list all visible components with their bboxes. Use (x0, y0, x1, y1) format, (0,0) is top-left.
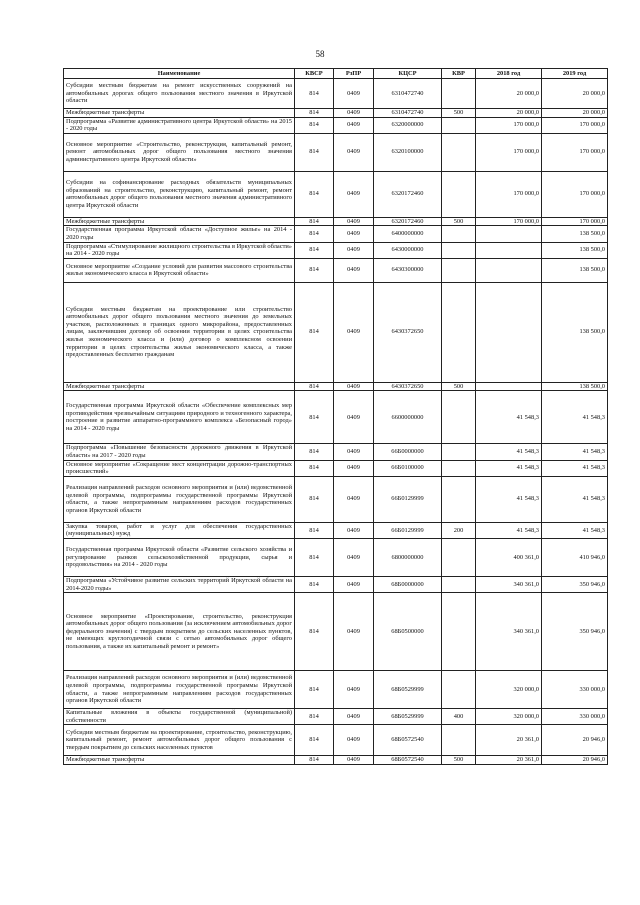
table-row (64, 444, 608, 460)
table-row (64, 133, 608, 171)
row-kcsr: 66Б0129999 (374, 476, 442, 522)
table-row (64, 282, 608, 382)
row-amount-2018: 41 548,3 (476, 444, 542, 460)
row-kcsr: 6320000000 (374, 117, 442, 133)
row-kvsr: 814 (295, 217, 334, 226)
row-amount-2019: 170 000,0 (542, 171, 608, 217)
row-kvsr: 814 (295, 671, 334, 709)
row-amount-2018 (476, 242, 542, 258)
table-row (64, 671, 608, 709)
row-amount-2019: 170 000,0 (542, 133, 608, 171)
col-header-rzpr: РзПР (334, 69, 374, 79)
row-amount-2019: 330 000,0 (542, 671, 608, 709)
row-rzpr: 0409 (334, 756, 374, 765)
row-kvr: 500 (442, 217, 476, 226)
table-row (64, 79, 608, 109)
row-name: Субсидии на софинансирование расходных обязательств муниципальных образований на строительство, реконструкцию, капитальный ремонт, ремонт автомобильных дорог общего пользования местного значения административного центра Иркутской области (64, 171, 295, 217)
table-row (64, 171, 608, 217)
row-name: Закупка товаров, работ и услуг для обеспечения государственных (муниципальных) нужд (64, 522, 295, 538)
row-name: Государственная программа Иркутской области «Доступное жилье» на 2014 - 2020 годы (64, 226, 295, 242)
row-kvr (442, 460, 476, 476)
row-name: Государственная программа Иркутской области «Обеспечение комплексных мер противодействия чрезвычайным ситуациям природного и техногенного характера, построение и развитие аппаратно-программного комплекса «Безопасный город» на 2014 - 2020 годы (64, 391, 295, 444)
row-kcsr: 6320172460 (374, 217, 442, 226)
table-row (64, 117, 608, 133)
col-header-kvsr: КВСР (295, 69, 334, 79)
col-header-kcsr: КЦСР (374, 69, 442, 79)
row-name: Реализация направлений расходов основного мероприятия и (или) ведомственной целевой программы, подпрограммы государственной программы Иркутской области, а также непрограммным направлениям расходов государственных органов Иркутской области (64, 671, 295, 709)
row-amount-2018: 340 361,0 (476, 576, 542, 592)
row-kcsr: 6310472740 (374, 79, 442, 109)
row-amount-2019: 41 548,3 (542, 444, 608, 460)
row-kvsr: 814 (295, 282, 334, 382)
row-kcsr: 68Б0529999 (374, 671, 442, 709)
row-name: Подпрограмма «Развитие административного центра Иркутской области» на 2015 - 2020 годы (64, 117, 295, 133)
row-kvsr: 814 (295, 476, 334, 522)
row-amount-2018 (476, 382, 542, 391)
row-amount-2019: 170 000,0 (542, 117, 608, 133)
row-amount-2018: 170 000,0 (476, 171, 542, 217)
row-amount-2019: 41 548,3 (542, 391, 608, 444)
row-rzpr: 0409 (334, 117, 374, 133)
row-amount-2019: 41 548,3 (542, 522, 608, 538)
row-kvsr: 814 (295, 117, 334, 133)
row-kvr (442, 117, 476, 133)
row-amount-2018 (476, 226, 542, 242)
table-row (64, 258, 608, 282)
row-amount-2019: 138 500,0 (542, 226, 608, 242)
col-header-2018: 2018 год (476, 69, 542, 79)
table-row (64, 756, 608, 765)
row-amount-2018: 170 000,0 (476, 133, 542, 171)
row-kcsr: 6400000000 (374, 226, 442, 242)
row-amount-2019: 20 000,0 (542, 79, 608, 109)
row-amount-2018 (476, 258, 542, 282)
row-kcsr: 6320100000 (374, 133, 442, 171)
budget-table (63, 68, 608, 765)
row-name: Основное мероприятие «Проектирование, строительство, реконструкция автомобильных дорог общего пользования (за исключением автомобильных дорог федерального значения) с твердым покрытием до сельских населенных пунктов, не имеющих круглогодичной связи с сетью автомобильных дорог общего пользования, а также их капитальный ремонт и ремонт» (64, 593, 295, 671)
row-name: Реализация направлений расходов основного мероприятия и (или) ведомственной целевой программы, подпрограммы государственной программы Иркутской области, а также непрограммным направлениям расходов государственных органов Иркутской области (64, 476, 295, 522)
row-kvsr: 814 (295, 258, 334, 282)
row-kvr (442, 725, 476, 756)
row-name: Межбюджетные трансферты (64, 382, 295, 391)
row-name: Межбюджетные трансферты (64, 217, 295, 226)
table-header-row (64, 69, 608, 79)
row-rzpr: 0409 (334, 671, 374, 709)
row-name: Подпрограмма «Устойчивое развитие сельских территорий Иркутской области на 2014-2020 годы» (64, 576, 295, 592)
row-amount-2018: 170 000,0 (476, 217, 542, 226)
row-name: Подпрограмма «Стимулирование жилищного строительства в Иркутской области» на 2014 - 2020 годы (64, 242, 295, 258)
row-kcsr: 6430372650 (374, 382, 442, 391)
row-kcsr: 6800000000 (374, 538, 442, 576)
row-kvr (442, 538, 476, 576)
table-row (64, 226, 608, 242)
row-kvsr: 814 (295, 226, 334, 242)
row-rzpr: 0409 (334, 79, 374, 109)
row-name: Основное мероприятие «Сокращение мест концентрации дорожно-транспортных происшествий» (64, 460, 295, 476)
row-name: Капитальные вложения в объекты государственной (муниципальной) собственности (64, 709, 295, 725)
row-amount-2019: 410 946,0 (542, 538, 608, 576)
row-kcsr: 6430300000 (374, 258, 442, 282)
row-name: Подпрограмма «Повышение безопасности дорожного движения в Иркутской области» на 2017 - 2020 годы (64, 444, 295, 460)
row-amount-2018: 20 361,0 (476, 756, 542, 765)
row-kvsr: 814 (295, 171, 334, 217)
table-row (64, 576, 608, 592)
row-kvsr: 814 (295, 460, 334, 476)
row-kcsr: 6310472740 (374, 109, 442, 118)
row-kvr (442, 593, 476, 671)
row-kvr (442, 391, 476, 444)
row-kvsr: 814 (295, 709, 334, 725)
row-kvsr: 814 (295, 522, 334, 538)
row-kvr: 500 (442, 109, 476, 118)
row-kvr (442, 133, 476, 171)
table-row (64, 460, 608, 476)
row-amount-2018: 20 361,0 (476, 725, 542, 756)
row-rzpr: 0409 (334, 382, 374, 391)
row-amount-2018: 41 548,3 (476, 391, 542, 444)
row-kvsr: 814 (295, 79, 334, 109)
row-kvsr: 814 (295, 593, 334, 671)
table-row (64, 391, 608, 444)
row-kvr (442, 226, 476, 242)
row-amount-2019: 138 500,0 (542, 242, 608, 258)
row-rzpr: 0409 (334, 460, 374, 476)
row-amount-2019: 20 946,0 (542, 756, 608, 765)
row-rzpr: 0409 (334, 217, 374, 226)
col-header-kvr: КВР (442, 69, 476, 79)
row-name: Субсидии местным бюджетам на проектирование или строительство автомобильных дорог общего пользования местного значения до земельных участков, расположенных в границах одного микрорайона, предоставленных лицам, заключившим договор об освоении территории в целях строительства жилья экономического класса и (или) договор о комплексном освоении территории в целях строительства жилья экономического класса, а также предоставленных бесплатно гражданам (64, 282, 295, 382)
row-amount-2018: 41 548,3 (476, 476, 542, 522)
row-amount-2018: 41 548,3 (476, 522, 542, 538)
row-rzpr: 0409 (334, 476, 374, 522)
row-amount-2019: 350 946,0 (542, 576, 608, 592)
row-kvr (442, 444, 476, 460)
row-kvsr: 814 (295, 391, 334, 444)
row-rzpr: 0409 (334, 709, 374, 725)
row-kvr (442, 242, 476, 258)
row-kcsr: 68Б0572540 (374, 725, 442, 756)
row-kvr (442, 576, 476, 592)
row-kvsr: 814 (295, 538, 334, 576)
row-amount-2018: 400 361,0 (476, 538, 542, 576)
table-row (64, 382, 608, 391)
row-kvr: 500 (442, 756, 476, 765)
row-name: Межбюджетные трансферты (64, 109, 295, 118)
row-amount-2018: 320 000,0 (476, 709, 542, 725)
row-amount-2019: 138 500,0 (542, 258, 608, 282)
row-kvr (442, 79, 476, 109)
row-rzpr: 0409 (334, 242, 374, 258)
row-amount-2019: 20 000,0 (542, 109, 608, 118)
row-rzpr: 0409 (334, 171, 374, 217)
row-kcsr: 6320172460 (374, 171, 442, 217)
row-kcsr: 68Б0000000 (374, 576, 442, 592)
row-amount-2019: 41 548,3 (542, 460, 608, 476)
row-name: Основное мероприятие «Создание условий для развития массового строительства жилья экономического класса в Иркутской области» (64, 258, 295, 282)
row-amount-2018: 41 548,3 (476, 460, 542, 476)
row-amount-2018: 170 000,0 (476, 117, 542, 133)
row-kvsr: 814 (295, 444, 334, 460)
row-rzpr: 0409 (334, 109, 374, 118)
row-kvsr: 814 (295, 242, 334, 258)
row-kvsr: 814 (295, 725, 334, 756)
page-number: 58 (315, 49, 325, 59)
table-row (64, 217, 608, 226)
row-rzpr: 0409 (334, 593, 374, 671)
row-amount-2019: 138 500,0 (542, 282, 608, 382)
row-name: Субсидии местным бюджетам на ремонт искусственных сооружений на автомобильных дорогах общего пользования местного значения в Иркутской области (64, 79, 295, 109)
table-row (64, 725, 608, 756)
row-amount-2018 (476, 282, 542, 382)
table-row (64, 109, 608, 118)
row-kcsr: 66Б0100000 (374, 460, 442, 476)
row-amount-2019: 41 548,3 (542, 476, 608, 522)
row-name: Субсидии местным бюджетам на проектирование, строительство, реконструкцию, капитальный ремонт, ремонт автомобильных дорог общего пользования с твердым покрытием до сельских населенных пунктов (64, 725, 295, 756)
col-header-name: Наименование (64, 69, 295, 79)
row-kcsr: 66Б0000000 (374, 444, 442, 460)
row-kvr: 400 (442, 709, 476, 725)
row-kvsr: 814 (295, 756, 334, 765)
row-kvsr: 814 (295, 133, 334, 171)
row-amount-2019: 20 946,0 (542, 725, 608, 756)
row-kcsr: 6430000000 (374, 242, 442, 258)
row-kcsr: 66Б0129999 (374, 522, 442, 538)
table-row (64, 522, 608, 538)
table-row (64, 709, 608, 725)
row-kvr (442, 671, 476, 709)
row-rzpr: 0409 (334, 522, 374, 538)
row-rzpr: 0409 (334, 226, 374, 242)
row-rzpr: 0409 (334, 391, 374, 444)
row-kvr: 200 (442, 522, 476, 538)
row-kvr (442, 476, 476, 522)
row-amount-2019: 330 000,0 (542, 709, 608, 725)
row-amount-2019: 350 946,0 (542, 593, 608, 671)
row-kvsr: 814 (295, 382, 334, 391)
row-rzpr: 0409 (334, 444, 374, 460)
row-name: Основное мероприятие «Строительство, реконструкция, капитальный ремонт, ремонт автомобильных дорог общего пользования местного значения административного центра Иркутской области» (64, 133, 295, 171)
row-kcsr: 6600000000 (374, 391, 442, 444)
row-name: Межбюджетные трансферты (64, 756, 295, 765)
row-rzpr: 0409 (334, 258, 374, 282)
row-rzpr: 0409 (334, 282, 374, 382)
table-row (64, 593, 608, 671)
row-rzpr: 0409 (334, 133, 374, 171)
row-amount-2019: 170 000,0 (542, 217, 608, 226)
row-amount-2019: 138 500,0 (542, 382, 608, 391)
row-kcsr: 6430372650 (374, 282, 442, 382)
row-kvr (442, 171, 476, 217)
row-amount-2018: 20 000,0 (476, 79, 542, 109)
col-header-2019: 2019 год (542, 69, 608, 79)
row-kcsr: 68Б0500000 (374, 593, 442, 671)
row-name: Государственная программа Иркутской области «Развитие сельского хозяйства и регулирование рынков сельскохозяйственной продукции, сырья и продовольствия» на 2014 - 2020 годы (64, 538, 295, 576)
table-row (64, 242, 608, 258)
row-kcsr: 68Б0529999 (374, 709, 442, 725)
row-rzpr: 0409 (334, 576, 374, 592)
row-amount-2018: 340 361,0 (476, 593, 542, 671)
row-kcsr: 68Б0572540 (374, 756, 442, 765)
row-kvr (442, 258, 476, 282)
row-kvr (442, 282, 476, 382)
row-rzpr: 0409 (334, 538, 374, 576)
row-amount-2018: 320 000,0 (476, 671, 542, 709)
row-kvsr: 814 (295, 109, 334, 118)
table-row (64, 538, 608, 576)
row-kvsr: 814 (295, 576, 334, 592)
table-row (64, 476, 608, 522)
row-rzpr: 0409 (334, 725, 374, 756)
row-kvr: 500 (442, 382, 476, 391)
row-amount-2018: 20 000,0 (476, 109, 542, 118)
